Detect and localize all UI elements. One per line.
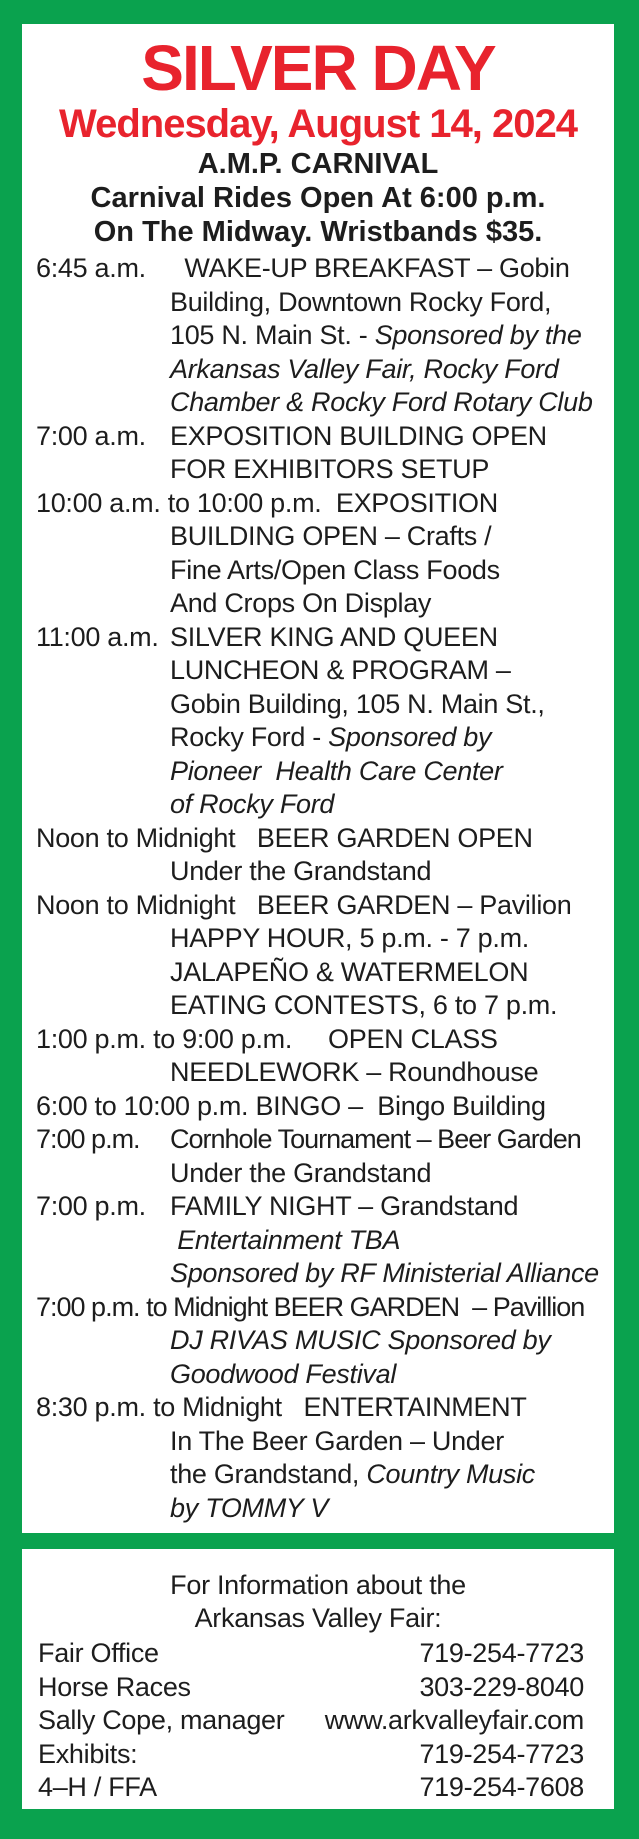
schedule-event xyxy=(36,420,612,487)
schedule-line xyxy=(170,1157,612,1191)
text-run: FAMILY NIGHT – Grandstand xyxy=(170,1191,519,1221)
schedule-line xyxy=(170,1224,612,1258)
schedule-line xyxy=(170,353,612,387)
event-time: Noon to Midnight xyxy=(36,889,236,920)
text-run: JALAPEÑO & WATERMELON xyxy=(170,956,529,987)
schedule-event xyxy=(36,1090,612,1124)
schedule-event xyxy=(36,1190,612,1291)
schedule-line xyxy=(170,587,612,621)
info-label: Horse Races xyxy=(38,1671,191,1702)
rides-open-line: Carnival Rides Open At 6:00 p.m. xyxy=(90,182,546,214)
schedule-event xyxy=(36,1023,612,1090)
schedule-line xyxy=(170,1056,612,1090)
text-run: EXPOSITION BUILDING OPEN xyxy=(170,420,547,451)
text-run: WAKE-UP BREAKFAST – Gobin xyxy=(170,253,570,283)
event-time: 7:00 a.m. xyxy=(36,420,146,451)
info-value: 303-229-8040 xyxy=(419,1671,584,1702)
page-title: SILVER DAY xyxy=(141,32,495,104)
schedule-line xyxy=(170,319,612,353)
italic-text-run: Sponsored by the xyxy=(374,320,582,350)
italic-text-run: Pioneer Health Care Center xyxy=(170,755,503,786)
italic-text-run: Entertainment TBA xyxy=(170,1224,401,1255)
schedule-line xyxy=(36,621,612,655)
schedule-event xyxy=(36,621,612,822)
schedule-event xyxy=(36,252,612,420)
text-run: FOR EXHIBITORS SETUP xyxy=(170,454,490,484)
italic-text-run: Sponsored by RF Ministerial Alliance xyxy=(170,1258,599,1288)
italic-text-run: by TOMMY V xyxy=(170,1492,329,1523)
schedule-line xyxy=(170,520,612,554)
schedule-list xyxy=(22,252,614,1525)
italic-text-run: DJ RIVAS MUSIC Sponsored by xyxy=(170,1325,551,1355)
text-run: Rocky Ford - xyxy=(170,722,329,752)
info-value: www.arkvalleyfair.com xyxy=(324,1705,584,1735)
info-row xyxy=(22,1738,614,1772)
text-run: Under the Grandstand xyxy=(170,856,432,886)
italic-text-run: Goodwood Festival xyxy=(170,1358,397,1389)
event-time: 7:00 p.m. xyxy=(36,1124,140,1154)
schedule-event xyxy=(36,889,612,1023)
schedule-line xyxy=(36,252,612,286)
info-row xyxy=(22,1704,614,1738)
info-row xyxy=(22,1771,614,1805)
event-time: Noon to Midnight xyxy=(36,822,236,853)
event-time: 11:00 a.m. xyxy=(36,621,159,652)
carnival-heading: A.M.P. CARNIVAL xyxy=(197,148,439,180)
schedule-event xyxy=(36,487,612,621)
date-heading: Wednesday, August 14, 2024 xyxy=(59,102,577,146)
italic-text-run: Sponsored by xyxy=(328,722,492,752)
schedule-line xyxy=(36,1291,612,1325)
text-run: Cornhole Tournament – Beer Garden xyxy=(170,1124,581,1154)
schedule-line xyxy=(36,420,612,454)
schedule-card xyxy=(22,24,614,1533)
schedule-line xyxy=(36,1391,612,1425)
text-run: EATING CONTESTS, 6 to 7 p.m. xyxy=(170,990,558,1020)
info-label: 4–H / FFA xyxy=(38,1772,157,1802)
text-run: BUILDING OPEN – Crafts / xyxy=(170,521,492,551)
text-run: NEEDLEWORK – Roundhouse xyxy=(170,1057,539,1087)
schedule-line xyxy=(170,755,612,789)
schedule-line xyxy=(170,554,612,588)
italic-text-run: Chamber & Rocky Ford Rotary Club xyxy=(170,387,593,417)
schedule-line xyxy=(170,286,612,320)
text-run: EXPOSITION xyxy=(321,487,498,518)
info-value: 719-254-7723 xyxy=(419,1638,584,1668)
event-time: 7:00 p.m. to Midnight xyxy=(36,1291,268,1322)
schedule-line xyxy=(170,654,612,688)
schedule-line xyxy=(170,1458,612,1492)
schedule-event xyxy=(36,1123,612,1190)
schedule-line xyxy=(170,855,612,889)
schedule-line xyxy=(36,1023,612,1057)
event-time: 1:00 p.m. to 9:00 p.m. xyxy=(36,1023,293,1054)
text-run: And Crops On Display xyxy=(170,588,432,618)
text-run: BEER GARDEN OPEN xyxy=(235,822,533,853)
text-run: the Grandstand, xyxy=(170,1459,367,1489)
italic-text-run: Country Music xyxy=(366,1459,535,1489)
schedule-line xyxy=(170,1425,612,1459)
info-rows xyxy=(22,1637,614,1805)
italic-text-run: Arkansas Valley Fair, Rocky Ford xyxy=(170,353,559,384)
schedule-line xyxy=(170,922,612,956)
event-time: 6:45 a.m. xyxy=(36,253,146,283)
schedule-event xyxy=(36,822,612,889)
event-time: 10:00 a.m. to 10:00 p.m. xyxy=(36,487,322,518)
schedule-line xyxy=(170,1358,612,1392)
schedule-line xyxy=(36,487,612,521)
text-run: Fine Arts/Open Class Foods xyxy=(170,554,500,585)
info-value: 719-254-7723 xyxy=(419,1738,584,1769)
schedule-line xyxy=(170,1492,612,1526)
italic-text-run: of Rocky Ford xyxy=(170,789,335,819)
text-run: SILVER KING AND QUEEN xyxy=(170,621,498,652)
schedule-line xyxy=(170,386,612,420)
info-card xyxy=(22,1549,614,1809)
info-heading-line1: For Information about the xyxy=(170,1570,466,1600)
event-time: 6:00 to 10:00 p.m. xyxy=(36,1090,249,1121)
schedule-line xyxy=(36,1090,612,1124)
text-run: 105 N. Main St. - xyxy=(170,320,375,350)
text-run: BINGO – Bingo Building xyxy=(248,1090,546,1121)
text-run: OPEN CLASS xyxy=(292,1023,498,1054)
info-row xyxy=(22,1671,614,1705)
schedule-line xyxy=(170,989,612,1023)
schedule-line xyxy=(170,1257,612,1291)
schedule-event xyxy=(36,1391,612,1525)
event-time: 7:00 p.m. xyxy=(36,1191,146,1221)
schedule-event xyxy=(36,1291,612,1392)
text-run: ENTERTAINMENT xyxy=(281,1392,527,1422)
schedule-line xyxy=(36,822,612,856)
schedule-line xyxy=(36,1123,612,1157)
schedule-line xyxy=(170,956,612,990)
text-run: LUNCHEON & PROGRAM – xyxy=(170,655,511,685)
info-row xyxy=(22,1637,614,1671)
text-run: Under the Grandstand xyxy=(170,1157,432,1188)
wristbands-line: On The Midway. Wristbands $35. xyxy=(93,216,543,248)
info-heading-line2: Arkansas Valley Fair: xyxy=(194,1603,442,1633)
text-run: BEER GARDEN – Pavillion xyxy=(267,1291,585,1322)
event-time: 8:30 p.m. to Midnight xyxy=(36,1392,282,1422)
schedule-line xyxy=(170,1324,612,1358)
schedule-line xyxy=(170,688,612,722)
schedule-line xyxy=(170,453,612,487)
schedule-line xyxy=(170,721,612,755)
text-run: HAPPY HOUR, 5 p.m. - 7 p.m. xyxy=(170,923,529,953)
text-run: Gobin Building, 105 N. Main St., xyxy=(170,688,545,719)
text-run: BEER GARDEN – Pavilion xyxy=(235,889,572,920)
schedule-line xyxy=(36,889,612,923)
schedule-line xyxy=(36,1190,612,1224)
info-label: Exhibits: xyxy=(38,1738,138,1769)
info-label: Sally Cope, manager xyxy=(38,1705,285,1735)
text-run: In The Beer Garden – Under xyxy=(170,1425,504,1456)
info-value: 719-254-7608 xyxy=(419,1772,584,1802)
text-run: Building, Downtown Rocky Ford, xyxy=(170,286,552,317)
schedule-line xyxy=(170,788,612,822)
info-label: Fair Office xyxy=(38,1638,159,1668)
